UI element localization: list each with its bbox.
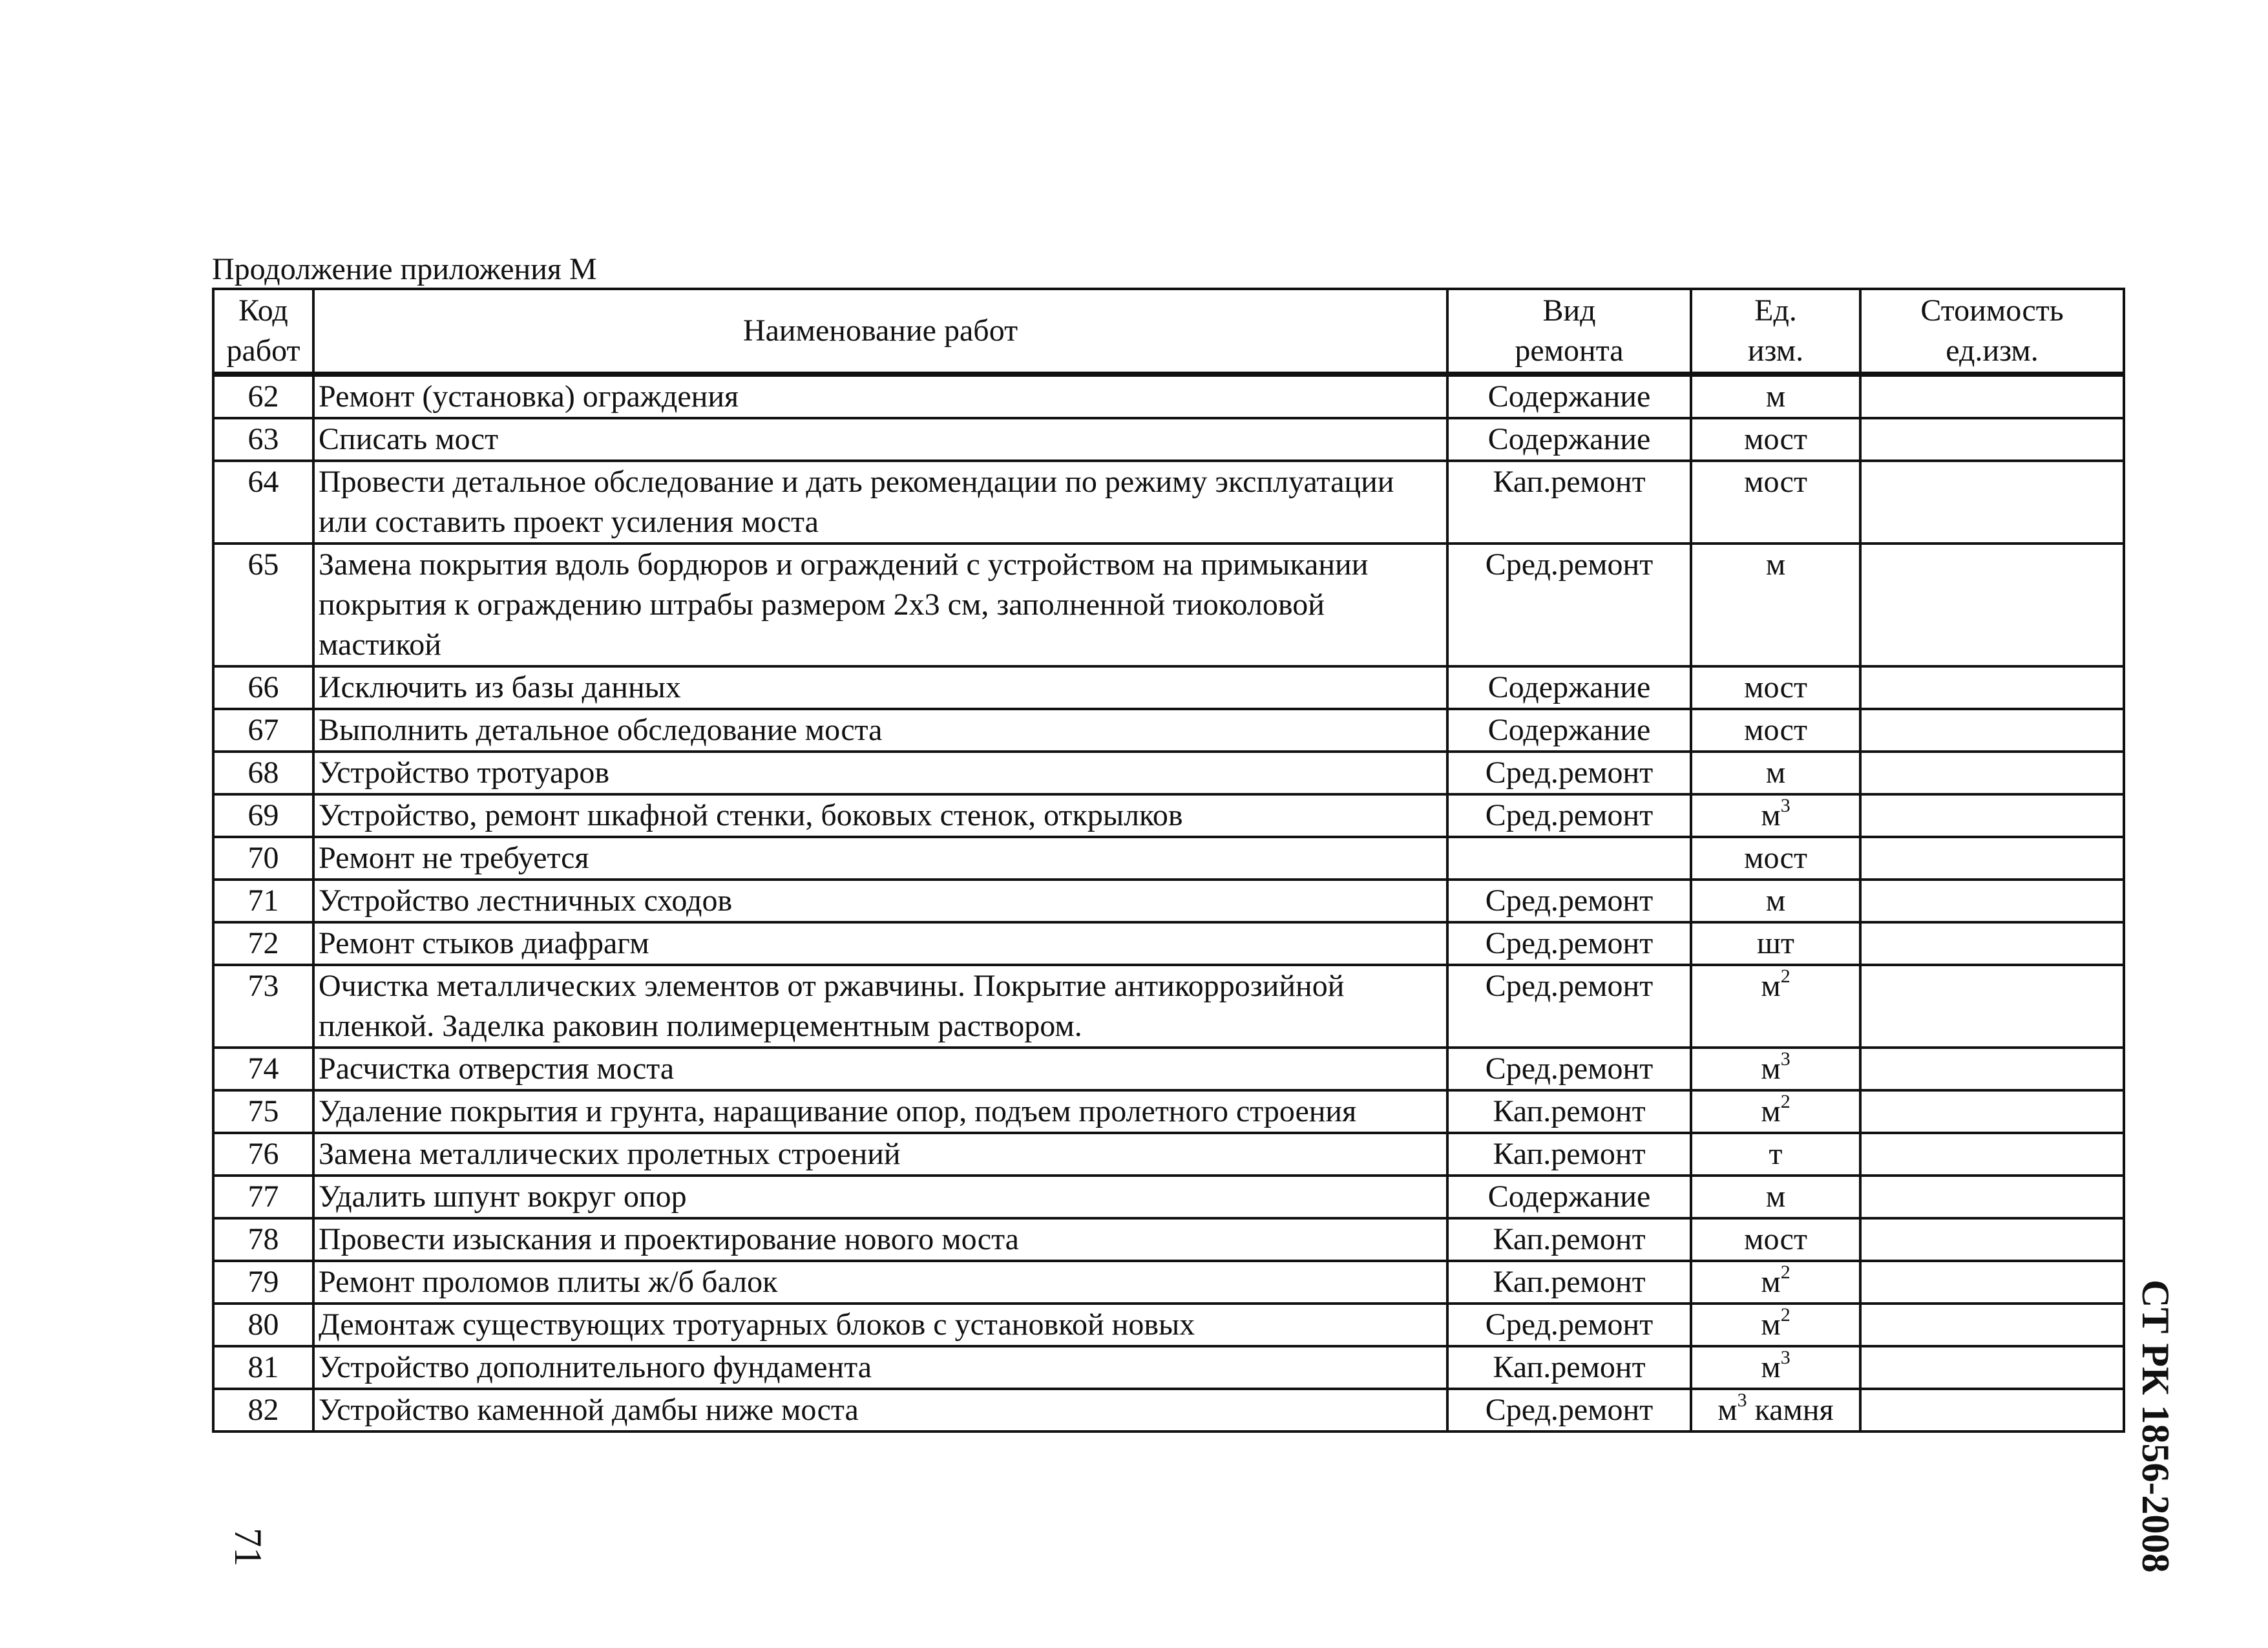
row-unit: [1691, 752, 1860, 794]
row-unit-base: мост: [1744, 465, 1807, 499]
row-unit-base: м: [1717, 1393, 1738, 1427]
row-unit-base: м: [1761, 1051, 1781, 1086]
row-name: Устройство дополнительного фундамента: [313, 1346, 1447, 1389]
row-repair-type: Сред.ремонт: [1447, 880, 1691, 922]
row-unit: [1691, 1176, 1860, 1218]
table-body: [213, 374, 2124, 1431]
row-unit-base: мост: [1744, 670, 1807, 704]
row-name: Очистка металлических элементов от ржавчины. Покрытие антикоррозийной пленкой. Заделка раковин полимерцементным раствором.: [313, 965, 1447, 1048]
row-unit-base: м: [1765, 755, 1786, 790]
row-unit-base: м: [1761, 1265, 1781, 1299]
row-unit: [1691, 1261, 1860, 1304]
header-type-line2: ремонта: [1515, 333, 1624, 368]
row-unit-base: м: [1765, 883, 1786, 918]
row-unit: [1691, 1048, 1860, 1090]
row-repair-type: Кап.ремонт: [1447, 1346, 1691, 1389]
row-unit: [1691, 837, 1860, 880]
row-unit-exponent: 2: [1780, 966, 1790, 987]
row-cost: [1860, 1176, 2124, 1218]
row-cost: [1860, 1218, 2124, 1261]
header-unit: [1691, 289, 1860, 374]
row-code: 80: [213, 1304, 313, 1346]
row-code: 68: [213, 752, 313, 794]
row-cost: [1860, 418, 2124, 461]
row-unit-base: м: [1761, 1350, 1781, 1384]
row-unit-exponent: 2: [1780, 1262, 1790, 1283]
row-code: 63: [213, 418, 313, 461]
header-cost-line1: Стоимость: [1920, 293, 2064, 328]
row-unit-exponent: 3: [1780, 795, 1790, 816]
row-unit-base: м: [1761, 969, 1781, 1003]
row-code: 67: [213, 709, 313, 752]
row-name: Замена покрытия вдоль бордюров и ограждений с устройством на примыкании покрытия к ограждению штрабы размером 2х3 см, заполненной тиоколовой мастикой: [313, 544, 1447, 666]
works-table: [212, 288, 2125, 1433]
header-type-line1: Вид: [1542, 293, 1596, 328]
row-name: Устройство лестничных сходов: [313, 880, 1447, 922]
row-name: Ремонт стыков диафрагм: [313, 922, 1447, 965]
row-unit-base: мост: [1744, 1222, 1807, 1256]
header-type: [1447, 289, 1691, 374]
row-code: 62: [213, 374, 313, 418]
row-repair-type: Сред.ремонт: [1447, 1304, 1691, 1346]
row-unit: [1691, 1133, 1860, 1176]
row-code: 72: [213, 922, 313, 965]
row-name: Удалить шпунт вокруг опор: [313, 1176, 1447, 1218]
row-repair-type: Кап.ремонт: [1447, 461, 1691, 544]
row-cost: [1860, 1304, 2124, 1346]
header-cost-line2: ед.изм.: [1946, 333, 2039, 368]
table-row: [213, 418, 2124, 461]
row-unit-base: м: [1761, 798, 1781, 832]
row-name: Ремонт не требуется: [313, 837, 1447, 880]
row-unit: [1691, 965, 1860, 1048]
row-cost: [1860, 709, 2124, 752]
row-cost: [1860, 374, 2124, 418]
row-name: Устройство, ремонт шкафной стенки, боковых стенок, открылков: [313, 794, 1447, 837]
row-repair-type: Сред.ремонт: [1447, 965, 1691, 1048]
header-unit-line2: изм.: [1747, 333, 1804, 368]
table-row: [213, 1304, 2124, 1346]
row-cost: [1860, 1389, 2124, 1431]
row-name: Выполнить детальное обследование моста: [313, 709, 1447, 752]
table-row: [213, 837, 2124, 880]
row-repair-type: Кап.ремонт: [1447, 1261, 1691, 1304]
row-code: 81: [213, 1346, 313, 1389]
header-code-line1: Код: [238, 293, 288, 328]
row-code: 75: [213, 1090, 313, 1133]
row-code: 76: [213, 1133, 313, 1176]
row-repair-type: Сред.ремонт: [1447, 752, 1691, 794]
row-unit-base: т: [1769, 1137, 1783, 1171]
row-name: Списать мост: [313, 418, 1447, 461]
row-code: 77: [213, 1176, 313, 1218]
row-code: 73: [213, 965, 313, 1048]
row-unit: [1691, 418, 1860, 461]
row-repair-type: Сред.ремонт: [1447, 1389, 1691, 1431]
row-repair-type: Кап.ремонт: [1447, 1133, 1691, 1176]
row-unit-base: м: [1765, 1179, 1786, 1214]
row-name: Устройство тротуаров: [313, 752, 1447, 794]
table-header-row: [213, 289, 2124, 374]
row-unit: [1691, 794, 1860, 837]
header-code-line2: работ: [226, 333, 300, 368]
row-name: Ремонт (установка) ограждения: [313, 374, 1447, 418]
page-number: 71: [227, 1528, 269, 1567]
row-cost: [1860, 1048, 2124, 1090]
table-row: [213, 1261, 2124, 1304]
row-unit: [1691, 922, 1860, 965]
row-repair-type: Сред.ремонт: [1447, 794, 1691, 837]
row-cost: [1860, 1346, 2124, 1389]
appendix-caption: Продолжение приложения М: [212, 252, 597, 286]
table-row: [213, 965, 2124, 1048]
row-unit-suffix: камня: [1747, 1393, 1834, 1427]
row-code: 71: [213, 880, 313, 922]
table-row: [213, 1218, 2124, 1261]
row-unit: [1691, 1389, 1860, 1431]
document-code: СТ РК 1856-2008: [2134, 1280, 2177, 1573]
table-row: [213, 666, 2124, 709]
table-row: [213, 1346, 2124, 1389]
row-code: 65: [213, 544, 313, 666]
row-unit: [1691, 1090, 1860, 1133]
row-name: Устройство каменной дамбы ниже моста: [313, 1389, 1447, 1431]
row-code: 82: [213, 1389, 313, 1431]
row-unit: [1691, 1346, 1860, 1389]
row-repair-type: Содержание: [1447, 418, 1691, 461]
row-unit: [1691, 709, 1860, 752]
row-unit: [1691, 461, 1860, 544]
row-cost: [1860, 965, 2124, 1048]
row-name: Демонтаж существующих тротуарных блоков с установкой новых: [313, 1304, 1447, 1346]
table-row: [213, 709, 2124, 752]
table-row: [213, 1133, 2124, 1176]
row-name: Провести детальное обследование и дать рекомендации по режиму эксплуатации или составить проект усиления моста: [313, 461, 1447, 544]
row-code: 79: [213, 1261, 313, 1304]
header-code: [213, 289, 313, 374]
table-row: [213, 922, 2124, 965]
header-unit-line1: Ед.: [1754, 293, 1797, 328]
row-unit-base: мост: [1744, 713, 1807, 747]
row-repair-type: Сред.ремонт: [1447, 544, 1691, 666]
row-unit-base: м: [1765, 379, 1786, 414]
row-unit-exponent: 3: [1780, 1048, 1790, 1070]
row-cost: [1860, 922, 2124, 965]
row-unit: [1691, 544, 1860, 666]
row-unit-base: мост: [1744, 841, 1807, 875]
row-repair-type: Содержание: [1447, 1176, 1691, 1218]
row-unit-exponent: 2: [1780, 1304, 1790, 1326]
header-name: Наименование работ: [313, 289, 1447, 374]
table-row: [213, 1389, 2124, 1431]
table-row: [213, 880, 2124, 922]
row-name: Удаление покрытия и грунта, наращивание опор, подъем пролетного строения: [313, 1090, 1447, 1133]
table-row: [213, 374, 2124, 418]
table-row: [213, 752, 2124, 794]
row-cost: [1860, 1090, 2124, 1133]
row-unit-base: м: [1765, 547, 1786, 582]
row-code: 78: [213, 1218, 313, 1261]
row-unit-exponent: 2: [1780, 1091, 1790, 1112]
table-row: [213, 1048, 2124, 1090]
row-unit: [1691, 1218, 1860, 1261]
row-unit-base: м: [1761, 1094, 1781, 1128]
row-code: 70: [213, 837, 313, 880]
row-repair-type: Сред.ремонт: [1447, 1048, 1691, 1090]
row-code: 74: [213, 1048, 313, 1090]
row-repair-type: Кап.ремонт: [1447, 1090, 1691, 1133]
row-unit-exponent: 3: [1780, 1347, 1790, 1368]
row-code: 64: [213, 461, 313, 544]
table-row: [213, 544, 2124, 666]
row-repair-type: Кап.ремонт: [1447, 1218, 1691, 1261]
row-cost: [1860, 1133, 2124, 1176]
row-name: Провести изыскания и проектирование нового моста: [313, 1218, 1447, 1261]
row-name: Замена металлических пролетных строений: [313, 1133, 1447, 1176]
row-code: 66: [213, 666, 313, 709]
row-repair-type: Сред.ремонт: [1447, 922, 1691, 965]
row-name: Расчистка отверстия моста: [313, 1048, 1447, 1090]
row-cost: [1860, 461, 2124, 544]
row-unit: [1691, 374, 1860, 418]
row-cost: [1860, 837, 2124, 880]
row-repair-type: Содержание: [1447, 374, 1691, 418]
row-repair-type: Содержание: [1447, 709, 1691, 752]
row-name: Ремонт проломов плиты ж/б балок: [313, 1261, 1447, 1304]
table-row: [213, 794, 2124, 837]
row-unit: [1691, 1304, 1860, 1346]
row-name: Исключить из базы данных: [313, 666, 1447, 709]
row-code: 69: [213, 794, 313, 837]
table-row: [213, 1176, 2124, 1218]
row-repair-type: [1447, 837, 1691, 880]
row-unit-base: шт: [1757, 926, 1794, 960]
row-cost: [1860, 794, 2124, 837]
row-unit-exponent: 3: [1737, 1389, 1747, 1411]
row-repair-type: Содержание: [1447, 666, 1691, 709]
row-cost: [1860, 880, 2124, 922]
row-unit-base: мост: [1744, 422, 1807, 456]
row-unit-base: м: [1761, 1307, 1781, 1342]
header-cost: [1860, 289, 2124, 374]
table-row: [213, 1090, 2124, 1133]
row-cost: [1860, 752, 2124, 794]
row-cost: [1860, 544, 2124, 666]
row-unit: [1691, 666, 1860, 709]
row-cost: [1860, 1261, 2124, 1304]
row-unit: [1691, 880, 1860, 922]
row-cost: [1860, 666, 2124, 709]
table-row: [213, 461, 2124, 544]
